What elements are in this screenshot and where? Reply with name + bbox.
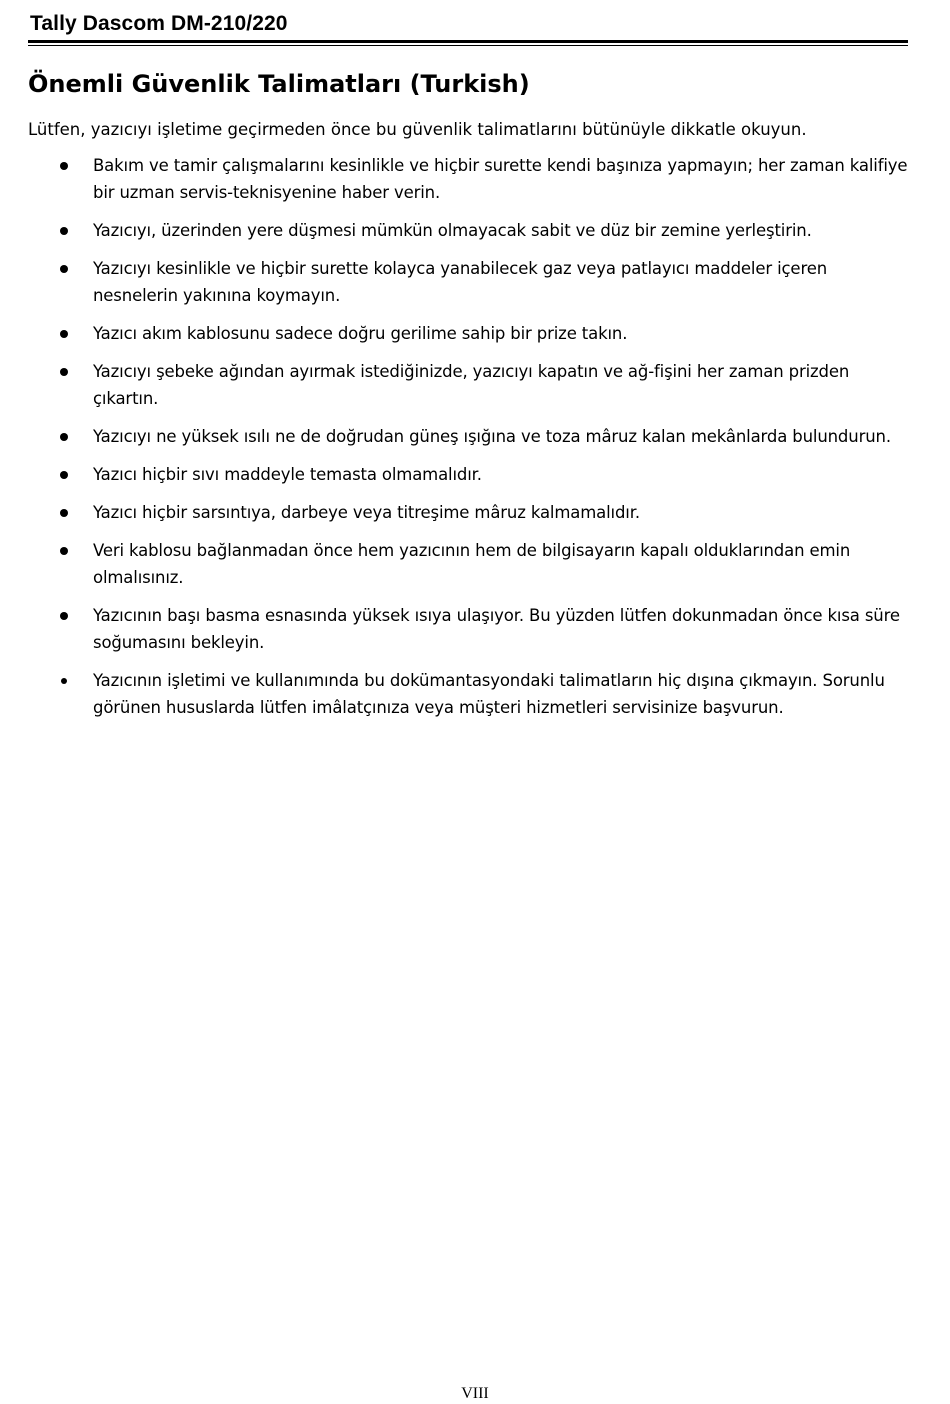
bullet-icon <box>60 227 68 235</box>
header-rule-thin <box>28 45 908 46</box>
bullet-icon <box>61 678 67 684</box>
bullet-icon <box>60 368 68 376</box>
list-item <box>0 423 950 450</box>
list-item-text: Bakım ve tamir çalışmalarını kesinlikle ve hiçbir surette kendi başınıza yapmayın; her zaman kalifiye bir uzman servis-teknisyenine haber verin. <box>93 156 908 202</box>
safety-instructions-list <box>0 152 950 732</box>
list-item <box>0 217 950 244</box>
list-item <box>0 255 950 309</box>
bullet-icon <box>60 471 68 479</box>
bullet-icon <box>60 547 68 555</box>
list-item <box>0 152 950 206</box>
list-item <box>0 602 950 656</box>
list-item <box>0 320 950 347</box>
header-rule <box>28 40 908 43</box>
list-item-text: Yazıcının işletimi ve kullanımında bu dokümantasyondaki talimatların hiç dışına çıkmayın. Sorunlu görünen hususlarda lütfen imâlatçınıza veya müşteri hizmetleri servisinize başvurun. <box>93 671 885 717</box>
list-item <box>0 461 950 488</box>
list-item-text: Yazıcıyı şebeke ağından ayırmak istediğinizde, yazıcıyı kapatın ve ağ-fişini her zaman prizden çıkartın. <box>93 362 850 408</box>
page-number: VIII <box>461 1385 489 1402</box>
list-item <box>0 499 950 526</box>
bullet-icon <box>60 330 68 338</box>
bullet-icon <box>60 433 68 441</box>
list-item <box>0 667 950 721</box>
bullet-icon <box>60 509 68 517</box>
list-item-text: Yazıcıyı ne yüksek ısılı ne de doğrudan güneş ışığına ve toza mâruz kalan mekânlarda bulundurun. <box>93 427 891 446</box>
bullet-icon <box>60 612 68 620</box>
document-header-title: Tally Dascom DM-210/220 <box>30 12 288 35</box>
list-item <box>0 358 950 412</box>
intro-paragraph: Lütfen, yazıcıyı işletime geçirmeden önce bu güvenlik talimatlarını bütünüyle dikkatle okuyun. <box>28 120 807 139</box>
list-item-text: Yazıcı akım kablosunu sadece doğru gerilime sahip bir prize takın. <box>93 324 628 343</box>
list-item-text: Yazıcı hiçbir sıvı maddeyle temasta olmamalıdır. <box>93 465 482 484</box>
list-item-text: Yazıcının başı basma esnasında yüksek ısıya ulaşıyor. Bu yüzden lütfen dokunmadan önce kısa süre soğumasını bekleyin. <box>93 606 900 652</box>
section-title: Önemli Güvenlik Talimatları (Turkish) <box>28 70 530 98</box>
bullet-icon <box>60 265 68 273</box>
bullet-icon <box>60 162 68 170</box>
list-item <box>0 537 950 591</box>
list-item-text: Yazıcı hiçbir sarsıntıya, darbeye veya titreşime mâruz kalmamalıdır. <box>93 503 640 522</box>
list-item-text: Yazıcıyı kesinlikle ve hiçbir surette kolayca yanabilecek gaz veya patlayıcı maddeler içeren nesnelerin yakınına koymayın. <box>93 259 828 305</box>
list-item-text: Yazıcıyı, üzerinden yere düşmesi mümkün olmayacak sabit ve düz bir zemine yerleştirin. <box>93 221 812 240</box>
list-item-text: Veri kablosu bağlanmadan önce hem yazıcının hem de bilgisayarın kapalı olduklarından emin olmalısınız. <box>93 541 851 587</box>
